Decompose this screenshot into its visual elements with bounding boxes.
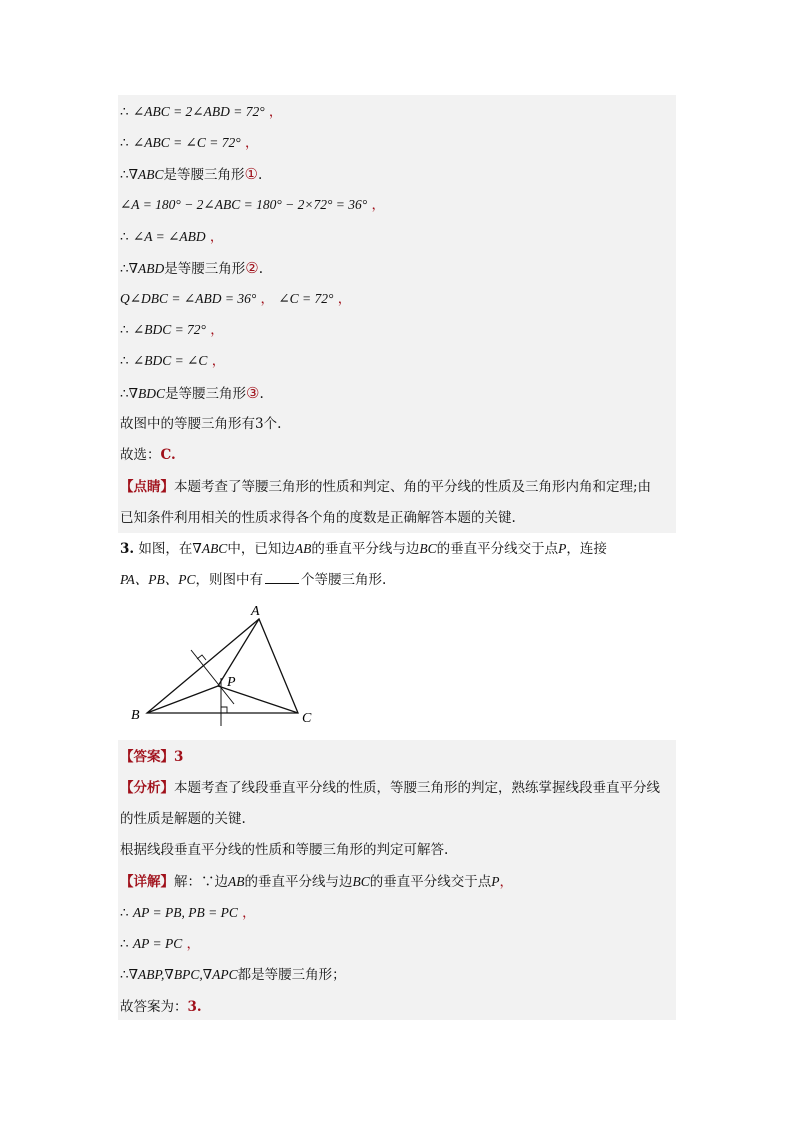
- tag-dianjing: 【点睛】: [120, 479, 174, 495]
- punct: ，: [260, 291, 275, 307]
- equation: ∠BDC = 72°: [132, 322, 206, 337]
- triangle-list: ∇ABP,∇BPC,∇APC: [128, 967, 238, 982]
- label: 故选：: [120, 447, 161, 463]
- text: 已知条件利用相关的性质求得各个角的度数是正确解答本题的关键.: [120, 510, 516, 526]
- therefore-symbol: ∴: [120, 967, 129, 983]
- shaded-solution-block: [118, 95, 676, 533]
- triangle-name: ∇ABC: [192, 541, 228, 556]
- analysis-line-1: [120, 779, 660, 797]
- line-14: [120, 509, 516, 527]
- line-2: [120, 134, 258, 152]
- detail-line-2: [120, 904, 256, 922]
- punct: ，: [244, 135, 259, 151]
- therefore-symbol: ∴: [120, 353, 129, 369]
- punct: ，: [499, 874, 514, 890]
- punct: ，: [371, 197, 385, 213]
- line-10: [120, 384, 264, 403]
- circled-number: ①: [244, 165, 258, 183]
- text: 的性质是解题的关键.: [120, 811, 246, 827]
- segment-ab: AB: [294, 541, 312, 556]
- text: 中，已知边: [227, 541, 295, 557]
- answer-letter: C.: [160, 447, 176, 463]
- label-p: P: [227, 675, 236, 690]
- therefore-symbol: ∴: [120, 905, 129, 921]
- detail-line-4: [120, 966, 346, 984]
- text: 的垂直平分线交于点: [369, 874, 492, 890]
- analysis-line-3: [120, 841, 448, 859]
- therefore-symbol: ∴: [120, 135, 129, 151]
- text: 的垂直平分线交于点: [436, 541, 559, 557]
- triangle-name: ∇ABC: [128, 167, 164, 182]
- therefore-symbol: ∴: [120, 261, 129, 277]
- detail-line-3: [120, 935, 200, 953]
- final-value: 3.: [187, 999, 202, 1015]
- answer-line: [120, 748, 183, 766]
- label: 故答案为：: [120, 999, 188, 1015]
- question-line-1: [120, 540, 607, 558]
- text: 都是等腰三角形；: [237, 967, 346, 983]
- punct: ，: [210, 322, 224, 338]
- segments: PA、PB、PC: [120, 572, 196, 587]
- text: 故图中的等腰三角形有: [120, 416, 255, 432]
- text: 是等腰三角形: [164, 261, 246, 277]
- therefore-symbol: ∴: [120, 167, 129, 183]
- circled-number: ②: [245, 259, 259, 277]
- equation: ∠BDC = ∠C: [132, 353, 208, 368]
- text: 个.: [263, 416, 282, 432]
- equation: ∠A = ∠ABD: [132, 229, 206, 244]
- equation-2: ∠C = 72°: [278, 291, 334, 306]
- text: 是等腰三角形: [163, 167, 245, 183]
- punct: .: [257, 167, 263, 183]
- punct: ，: [242, 905, 256, 921]
- tag-detail: 【详解】: [120, 874, 174, 890]
- detail-line-1: [120, 873, 513, 891]
- punct: ，: [209, 229, 224, 245]
- therefore-symbol: ∴: [120, 386, 129, 402]
- final-answer-line: [120, 998, 202, 1016]
- label-b: B: [131, 708, 140, 723]
- tag-answer: 【答案】: [120, 749, 174, 765]
- right-angle-mark-bc: [221, 707, 227, 713]
- line-3: [120, 165, 262, 184]
- equation: ∠A = 180° − 2∠ABC = 180° − 2×72° = 36°: [120, 197, 368, 212]
- text: ，连接: [566, 541, 607, 557]
- equation: AP = PC: [132, 936, 183, 951]
- line-1: [120, 103, 282, 121]
- triangle-abc: [147, 619, 298, 713]
- segment-ab: AB: [228, 874, 245, 889]
- analysis-line-2: [120, 810, 246, 828]
- question-line-2: [120, 571, 386, 589]
- segment-pb: [147, 686, 218, 713]
- answer-value: 3: [174, 749, 184, 765]
- punct: ，: [337, 291, 352, 307]
- text: 解：∵边: [174, 874, 228, 890]
- circled-number: ③: [246, 384, 260, 402]
- answer-blank: [265, 571, 299, 584]
- equation: AP = PB, PB = PC: [132, 905, 238, 920]
- therefore-symbol: ∴: [120, 104, 129, 120]
- text: 的垂直平分线与边: [244, 874, 353, 890]
- text: 是等腰三角形: [165, 386, 247, 402]
- text: 的垂直平分线与边: [311, 541, 420, 557]
- line-13: [120, 478, 651, 496]
- triangle-name: ∇BDC: [128, 386, 166, 401]
- equation: ∠ABC = ∠C = 72°: [132, 135, 241, 150]
- tag-analysis: 【分析】: [120, 780, 174, 796]
- count: 3: [255, 416, 264, 432]
- line-11: [120, 415, 281, 433]
- therefore-symbol: ∴: [120, 322, 129, 338]
- text: 如图，在: [138, 541, 193, 557]
- line-4: [120, 196, 385, 214]
- question-number: 3.: [120, 541, 135, 557]
- label-c: C: [302, 711, 312, 726]
- line-7: [120, 290, 351, 308]
- line-8: [120, 321, 224, 339]
- segment-bc: BC: [352, 874, 370, 889]
- therefore-symbol: ∴: [120, 229, 129, 245]
- point-p: P: [491, 874, 500, 889]
- equation: ∠ABC = 2∠ABD = 72°: [132, 104, 265, 119]
- line-12: [120, 446, 176, 464]
- punct: .: [258, 261, 264, 277]
- punct: ，: [186, 936, 201, 952]
- text: 本题考查了线段垂直平分线的性质，等腰三角形的判定，熟练掌握线段垂直平分线: [174, 780, 660, 796]
- punct: ，: [211, 353, 226, 369]
- segment-pa: [218, 619, 259, 686]
- text: 根据线段垂直平分线的性质和等腰三角形的判定可解答.: [120, 842, 449, 858]
- punct: .: [259, 386, 264, 402]
- text: 本题考查了等腰三角形的性质和判定、角的平分线的性质及三角形内角和定理;由: [174, 479, 652, 495]
- triangle-name: ∇ABD: [128, 261, 165, 276]
- equation: Q∠DBC = ∠ABD = 36°: [120, 291, 257, 306]
- punct: ，: [268, 104, 283, 120]
- point-p: P: [558, 541, 567, 556]
- therefore-symbol: ∴: [120, 936, 129, 952]
- text: ，则图中有: [195, 572, 263, 588]
- line-5: [120, 228, 223, 246]
- line-9: [120, 352, 225, 370]
- segment-bc: BC: [419, 541, 437, 556]
- text: 个等腰三角形.: [301, 572, 387, 588]
- label-a: A: [251, 604, 260, 619]
- line-6: [120, 259, 263, 278]
- triangle-figure: [128, 598, 328, 728]
